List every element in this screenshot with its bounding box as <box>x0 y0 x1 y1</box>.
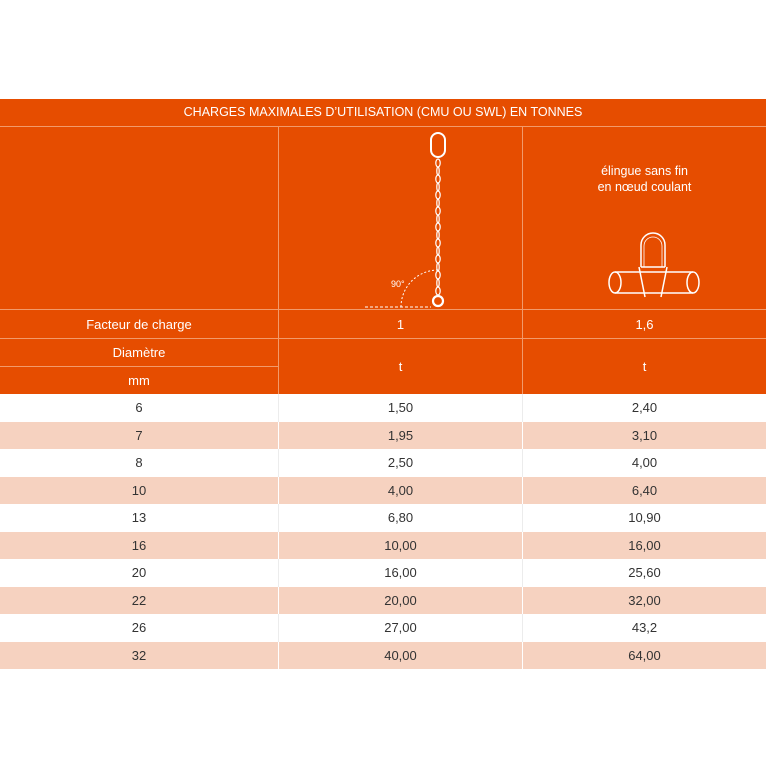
load-table <box>0 99 766 669</box>
table-row <box>0 587 766 615</box>
single-chain-sling-icon <box>279 127 522 309</box>
diameter-cell: 6 <box>135 400 143 416</box>
load-cell-col2: 16,00 <box>522 532 766 560</box>
load-cell-col1: 2,50 <box>278 449 522 477</box>
diameter-unit: mm <box>0 366 278 394</box>
load-cell-col1: 10,00 <box>278 532 522 560</box>
diameter-cell: 22 <box>131 592 147 608</box>
table-row <box>0 532 766 560</box>
load-cell-col1: 4,00 <box>278 477 522 505</box>
load-cell-col1: 1,95 <box>278 422 522 450</box>
load-cell-col1: 1,50 <box>278 394 522 422</box>
diameter-cell: 8 <box>135 455 143 471</box>
load-cell-col2: 6,40 <box>522 477 766 505</box>
diameter-label: Diamètre <box>112 345 166 360</box>
diameter-cell: 13 <box>131 510 147 526</box>
unit-col1: t <box>278 339 522 394</box>
table-row <box>0 477 766 505</box>
loop-illustration-cell <box>522 127 766 309</box>
load-cell-col2: 2,40 <box>522 394 766 422</box>
diameter-cell: 10 <box>131 482 147 498</box>
table-row <box>0 449 766 477</box>
table-row <box>0 614 766 642</box>
load-factor-col1: 1 <box>278 310 522 338</box>
load-cell-col2: 64,00 <box>522 642 766 670</box>
table-title: CHARGES MAXIMALES D’UTILISATION (CMU OU SWL) EN TONNES <box>0 99 766 127</box>
load-cell-col1: 16,00 <box>278 559 522 587</box>
angle-label: 90° <box>391 279 405 289</box>
table-row <box>0 422 766 450</box>
diameter-cell: 20 <box>131 565 147 581</box>
load-cell-col2: 43,2 <box>522 614 766 642</box>
illustration-row <box>0 127 766 310</box>
diameter-header <box>0 339 278 394</box>
diameter-cell: 16 <box>131 537 147 553</box>
illustration-empty-cell <box>0 127 278 309</box>
load-cell-col1: 20,00 <box>278 587 522 615</box>
unit-col2: t <box>522 339 766 394</box>
choker-sling-icon <box>523 127 767 309</box>
load-cell-col2: 3,10 <box>522 422 766 450</box>
diameter-cell: 32 <box>131 647 147 663</box>
load-factor-label: Facteur de charge <box>86 316 192 332</box>
chain-illustration-cell <box>278 127 522 309</box>
load-factor-col2: 1,6 <box>522 310 766 338</box>
diameter-cell: 26 <box>131 620 147 636</box>
load-cell-col1: 40,00 <box>278 642 522 670</box>
load-cell-col1: 6,80 <box>278 504 522 532</box>
load-cell-col2: 32,00 <box>522 587 766 615</box>
load-cell-col2: 4,00 <box>522 449 766 477</box>
load-cell-col1: 27,00 <box>278 614 522 642</box>
table-row <box>0 504 766 532</box>
diameter-cell: 7 <box>135 427 143 443</box>
load-factor-row <box>0 310 766 339</box>
table-row <box>0 394 766 422</box>
unit-row <box>0 339 766 394</box>
load-cell-col2: 25,60 <box>522 559 766 587</box>
loop-sling-label: élingue sans fin en nœud coulant <box>597 164 692 194</box>
table-row <box>0 559 766 587</box>
table-row <box>0 642 766 670</box>
load-cell-col2: 10,90 <box>522 504 766 532</box>
